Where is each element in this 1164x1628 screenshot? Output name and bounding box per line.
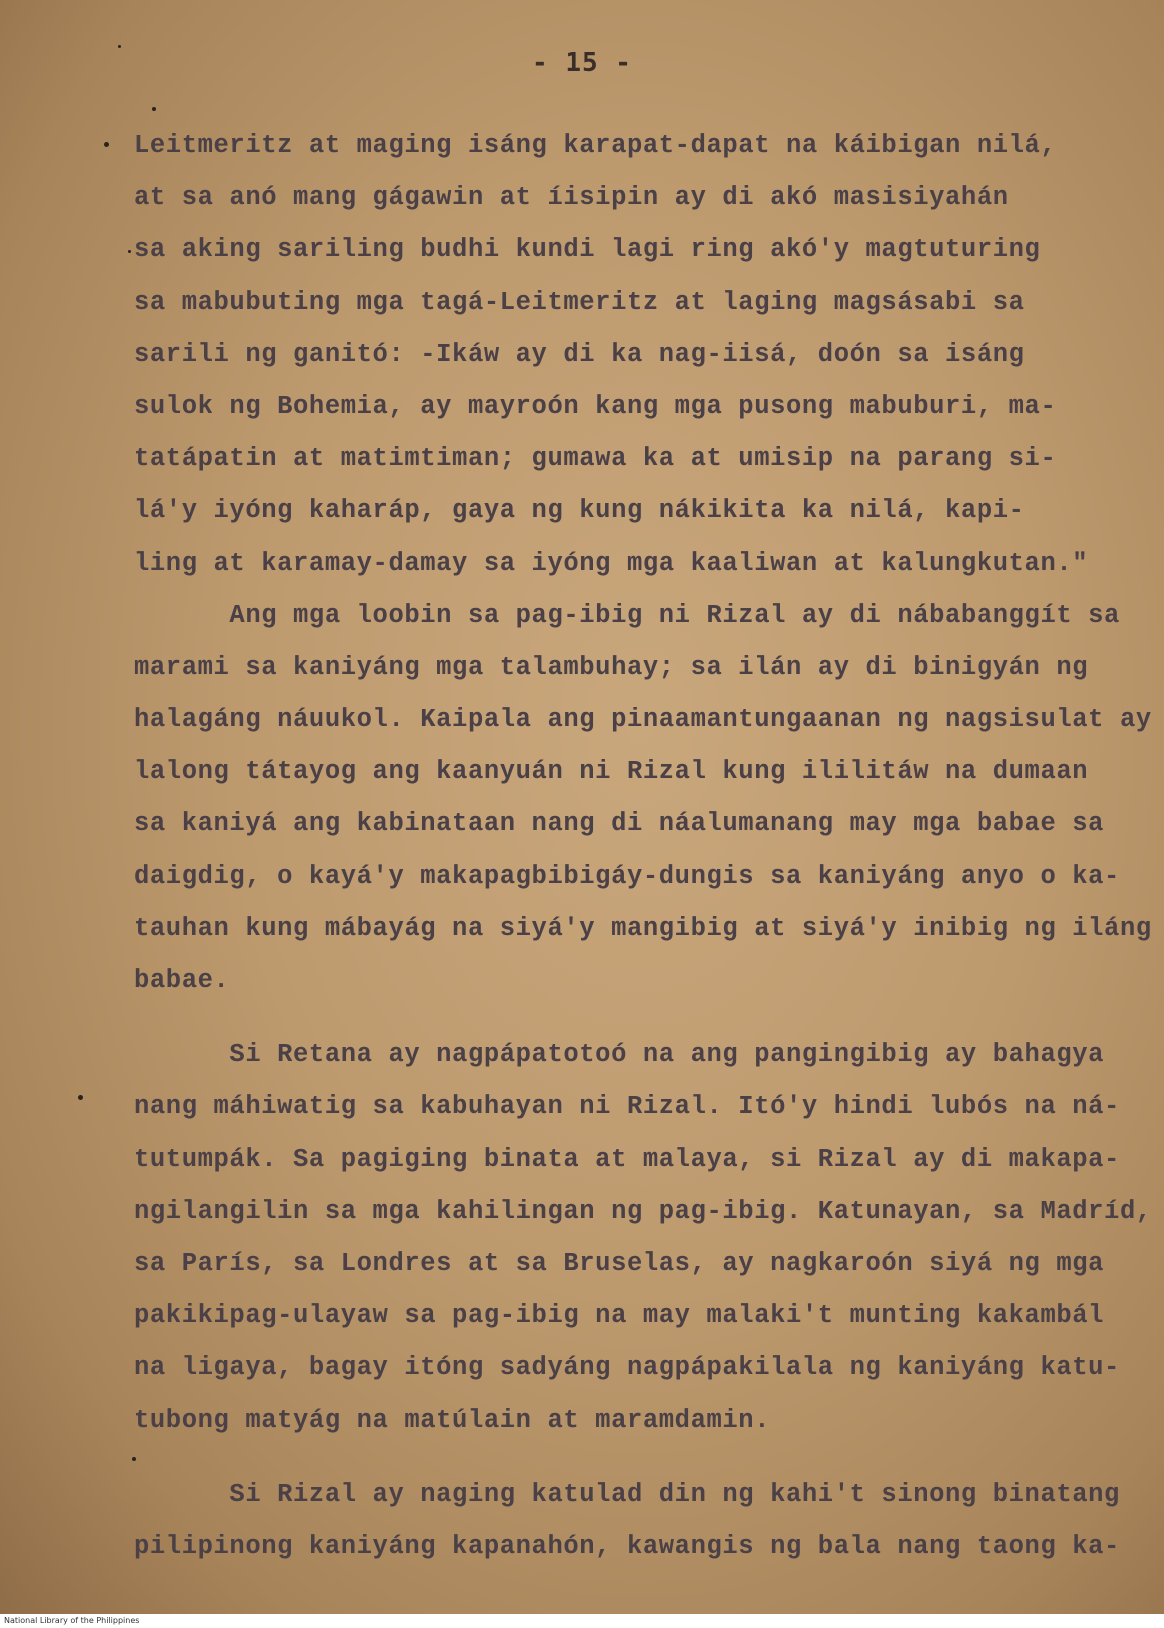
text-line: Leitmeritz at maging isáng karapat-dapat na káibigan nilá, xyxy=(134,131,1057,160)
paragraph-block-3 xyxy=(134,1469,1120,1573)
text-line: at sa anó mang gágawin at íisipin ay di akó masisiyahán xyxy=(134,183,1009,213)
text-line: sa París, sa Londres at sa Bruselas, ay nagkaroón siyá ng mga xyxy=(134,1248,1105,1278)
text-line: ngilangilin sa mga kahilingan ng pag-ibig. Katunayan, sa Madríd, xyxy=(134,1196,1152,1226)
paper-speck xyxy=(118,45,121,48)
text-line: Ang mga loobin sa pag-ibig ni Rizal ay di nábabanggít sa xyxy=(134,600,1120,630)
text-line: lalong tátayog ang kaanyuán ni Rizal kung ililitáw na dumaan xyxy=(134,757,1089,787)
text-line: Si Rizal ay naging katulad din ng kahi't sinong binatang xyxy=(134,1479,1120,1509)
text-line: sulok ng Bohemia, ay mayroón kang mga pusong mabuburi, ma- xyxy=(134,391,1057,421)
paper-speck xyxy=(128,250,131,253)
text-line: sarili ng ganitó: -Ikáw ay di ka nag-iisá, doón sa isáng xyxy=(134,339,1025,369)
paper-speck xyxy=(104,142,109,147)
text-line: sa aking sariling budhi kundi lagi ring akó'y magtuturing xyxy=(134,235,1041,265)
text-line: daigdig, o kayá'y makapagbibigáy-dungis sa kaniyáng anyo o ka- xyxy=(134,861,1120,891)
text-line: sa kaniyá ang kabinataan nang di náalumanang may mga babae sa xyxy=(134,809,1105,839)
text-line: pakikipag-ulayaw sa pag-ibig na may malaki't munting kakambál xyxy=(134,1301,1105,1331)
text-line: marami sa kaniyáng mga talambuhay; sa ilán ay di binigyán ng xyxy=(134,652,1089,682)
text-line: tutumpák. Sa pagiging binata at malaya, si Rizal ay di makapa- xyxy=(134,1144,1120,1174)
paper-speck xyxy=(132,1457,136,1461)
paragraph-gap xyxy=(134,1007,1104,1029)
text-line: lá'y iyóng kaharáp, gaya ng kung nákikita ka nilá, kapi- xyxy=(134,496,1025,526)
text-line: tatápatin at matimtiman; gumawa ka at umisip na parang si- xyxy=(134,444,1057,474)
text-line: halagáng náuukol. Kaipala ang pinaamantungaanan ng nagsisulat ay xyxy=(134,705,1152,735)
text-line: nang máhiwatig sa kabuhayan ni Rizal. Itó'y hindi lubós na ná- xyxy=(134,1092,1120,1122)
paragraph-block-2 xyxy=(134,1029,1152,1447)
text-line: sa mabubuting mga tagá-Leitmeritz at laging magsásabi sa xyxy=(134,287,1025,317)
footer-bar xyxy=(0,1614,1164,1628)
paragraph-block-1 xyxy=(134,120,1152,1007)
footer-label: National Library of the Philippines xyxy=(4,1616,140,1625)
text-line: pilipinong kaniyáng kapanahón, kawangis ng bala nang taong ka- xyxy=(134,1531,1120,1561)
page-number: - 15 - xyxy=(532,48,632,78)
paper-speck xyxy=(152,107,156,111)
text-line: tauhan kung mábayág na siyá'y mangibig at siyá'y inibig ng iláng xyxy=(134,913,1152,943)
paper-speck xyxy=(78,1095,83,1100)
text-line: na ligaya, bagay itóng sadyáng nagpápakilala ng kaniyáng katu- xyxy=(134,1353,1120,1383)
text-line: babae. xyxy=(134,966,230,995)
text-line: Si Retana ay nagpápatotoó na ang pangingibig ay bahagya xyxy=(134,1040,1105,1070)
text-line: tubong matyág na matúlain at maramdamin. xyxy=(134,1405,771,1435)
paragraph-gap xyxy=(134,1447,1104,1469)
body-text xyxy=(134,120,1152,1573)
text-line: ling at karamay-damay sa iyóng mga kaaliwan at kalungkutan." xyxy=(134,548,1089,578)
